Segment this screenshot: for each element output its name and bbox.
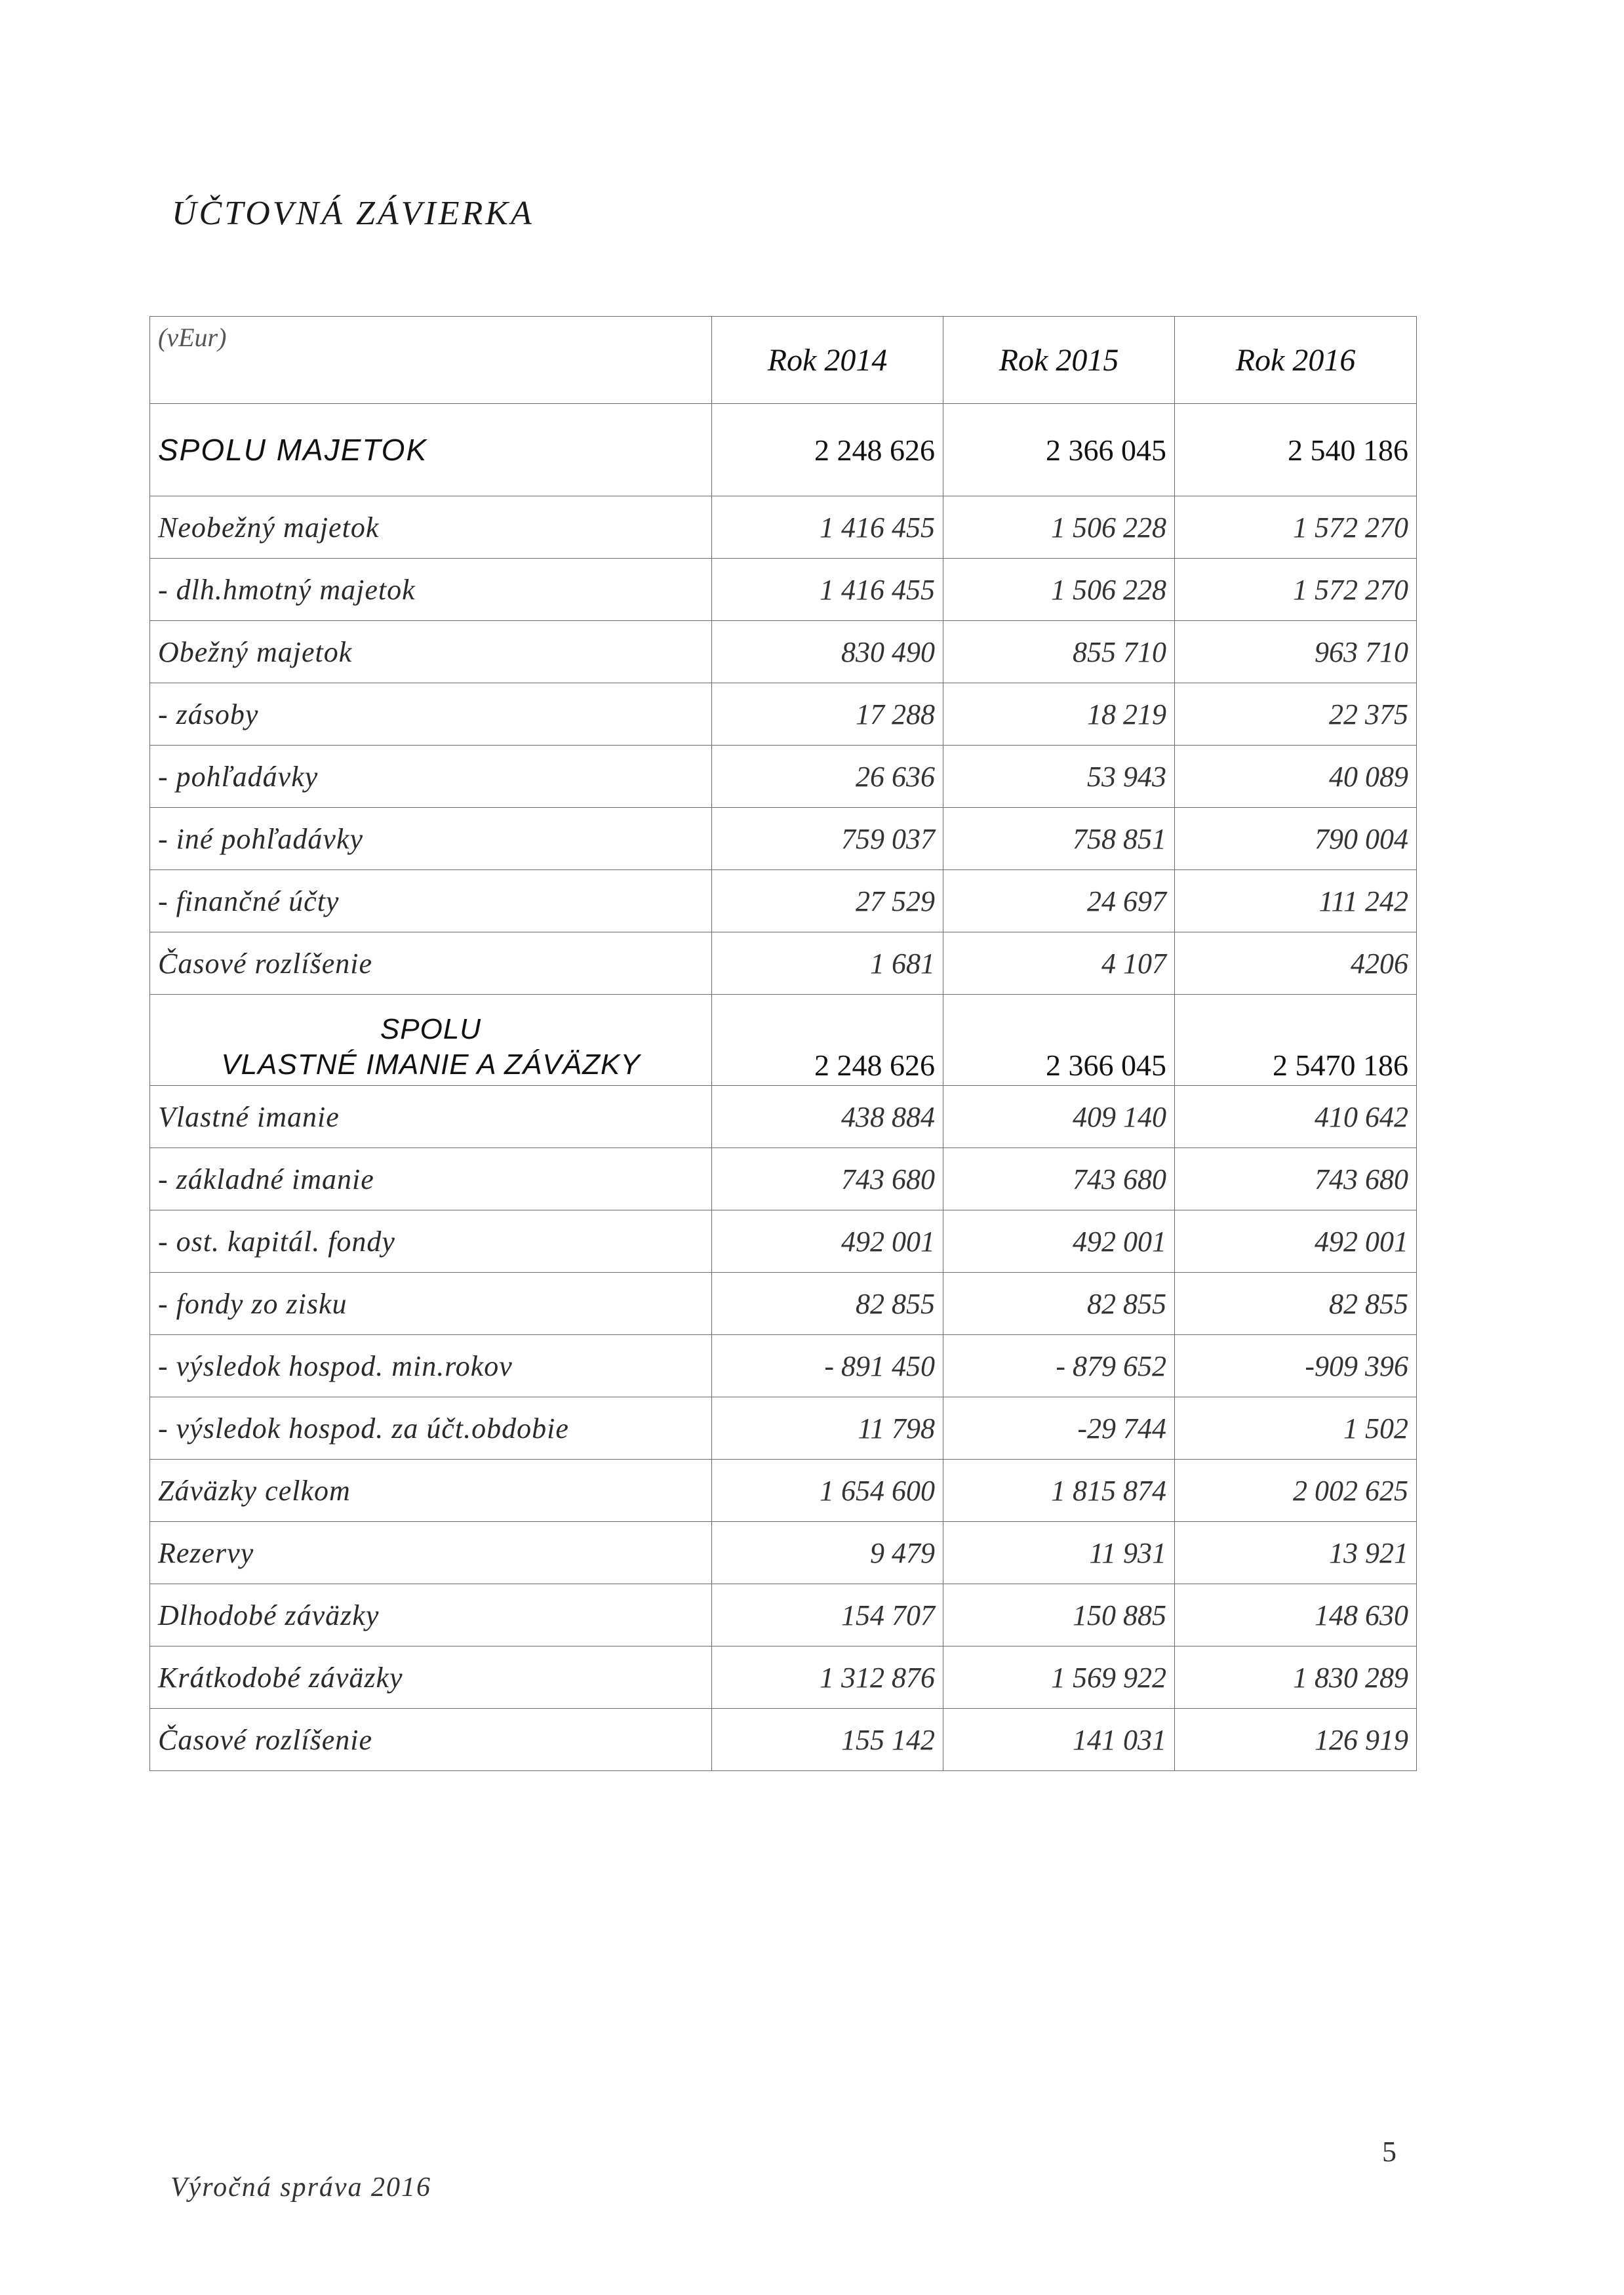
report-footer: Výročná správa 2016: [170, 2172, 432, 2203]
page-number: 5: [1382, 2136, 1396, 2168]
value-cell: 26 636: [712, 746, 943, 808]
row-label: - fondy zo zisku: [150, 1273, 712, 1335]
value-cell: 24 697: [943, 870, 1175, 932]
value-cell: - 879 652: [943, 1335, 1175, 1397]
row-label: - finančné účty: [150, 870, 712, 932]
column-header-2014: Rok 2014: [712, 317, 943, 404]
value-cell: 111 242: [1175, 870, 1417, 932]
row-label: SPOLU MAJETOK: [150, 404, 712, 496]
value-cell: 53 943: [943, 746, 1175, 808]
value-cell: 1 502: [1175, 1397, 1417, 1460]
row-label: Krátkodobé záväzky: [150, 1646, 712, 1709]
value-cell: 2 366 045: [943, 995, 1175, 1086]
value-cell: 4 107: [943, 932, 1175, 995]
table-row: [150, 1397, 1417, 1460]
row-label: - výsledok hospod. min.rokov: [150, 1335, 712, 1397]
value-cell: 17 288: [712, 683, 943, 746]
table-row: [150, 1584, 1417, 1646]
value-cell: 492 001: [712, 1210, 943, 1273]
value-cell: 13 921: [1175, 1522, 1417, 1584]
row-label: - základné imanie: [150, 1148, 712, 1210]
row-label: Časové rozlíšenie: [150, 932, 712, 995]
value-cell: 82 855: [943, 1273, 1175, 1335]
value-cell: 1 416 455: [712, 559, 943, 621]
value-cell: 155 142: [712, 1709, 943, 1771]
table-row: [150, 1273, 1417, 1335]
table-header-row: [150, 317, 1417, 404]
value-cell: 492 001: [943, 1210, 1175, 1273]
value-cell: 2 5470 186: [1175, 995, 1417, 1086]
row-label: Dlhodobé záväzky: [150, 1584, 712, 1646]
table-row: [150, 746, 1417, 808]
row-label-line: VLASTNÉ IMANIE A ZÁVÄZKY: [221, 1048, 641, 1081]
value-cell: 148 630: [1175, 1584, 1417, 1646]
value-cell: 2 366 045: [943, 404, 1175, 496]
row-label: - ost. kapitál. fondy: [150, 1210, 712, 1273]
column-header-2015: Rok 2015: [943, 317, 1175, 404]
row-label: Časové rozlíšenie: [150, 1709, 712, 1771]
value-cell: 758 851: [943, 808, 1175, 870]
value-cell: -909 396: [1175, 1335, 1417, 1397]
value-cell: 743 680: [712, 1148, 943, 1210]
table-row: [150, 1460, 1417, 1522]
value-cell: 2 002 625: [1175, 1460, 1417, 1522]
value-cell: 830 490: [712, 621, 943, 683]
value-cell: 438 884: [712, 1086, 943, 1148]
table-row: [150, 1646, 1417, 1709]
value-cell: 2 248 626: [712, 404, 943, 496]
row-label: - dlh.hmotný majetok: [150, 559, 712, 621]
value-cell: 82 855: [712, 1273, 943, 1335]
table-row: [150, 1522, 1417, 1584]
value-cell: 1 815 874: [943, 1460, 1175, 1522]
row-label-line: SPOLU: [380, 1013, 482, 1045]
value-cell: 11 931: [943, 1522, 1175, 1584]
value-cell: 1 681: [712, 932, 943, 995]
value-cell: 1 572 270: [1175, 496, 1417, 559]
value-cell: 9 479: [712, 1522, 943, 1584]
value-cell: 1 416 455: [712, 496, 943, 559]
value-cell: 1 830 289: [1175, 1646, 1417, 1709]
value-cell: 40 089: [1175, 746, 1417, 808]
value-cell: 1 506 228: [943, 559, 1175, 621]
row-label: - zásoby: [150, 683, 712, 746]
value-cell: 141 031: [943, 1709, 1175, 1771]
row-label: - výsledok hospod. za účt.obdobie: [150, 1397, 712, 1460]
table-row: [150, 1335, 1417, 1397]
value-cell: 1 654 600: [712, 1460, 943, 1522]
value-cell: 963 710: [1175, 621, 1417, 683]
value-cell: 11 798: [712, 1397, 943, 1460]
value-cell: 22 375: [1175, 683, 1417, 746]
value-cell: 409 140: [943, 1086, 1175, 1148]
value-cell: 1 506 228: [943, 496, 1175, 559]
row-label: Vlastné imanie: [150, 1086, 712, 1148]
value-cell: 2 248 626: [712, 995, 943, 1086]
value-cell: 743 680: [1175, 1148, 1417, 1210]
value-cell: 2 540 186: [1175, 404, 1417, 496]
table-row: [150, 496, 1417, 559]
value-cell: 18 219: [943, 683, 1175, 746]
table-row: [150, 1086, 1417, 1148]
value-cell: 790 004: [1175, 808, 1417, 870]
table-row: [150, 932, 1417, 995]
value-cell: 154 707: [712, 1584, 943, 1646]
value-cell: 855 710: [943, 621, 1175, 683]
page-title: ÚČTOVNÁ ZÁVIERKA: [172, 195, 534, 232]
row-label: Záväzky celkom: [150, 1460, 712, 1522]
value-cell: 27 529: [712, 870, 943, 932]
value-cell: 759 037: [712, 808, 943, 870]
value-cell: 492 001: [1175, 1210, 1417, 1273]
row-label: Rezervy: [150, 1522, 712, 1584]
value-cell: 126 919: [1175, 1709, 1417, 1771]
value-cell: 743 680: [943, 1148, 1175, 1210]
value-cell: -29 744: [943, 1397, 1175, 1460]
row-label: [150, 995, 712, 1086]
value-cell: 1 312 876: [712, 1646, 943, 1709]
table-row: [150, 404, 1417, 496]
value-cell: 410 642: [1175, 1086, 1417, 1148]
financial-statement-table: [149, 316, 1417, 1771]
row-label: Obežný majetok: [150, 621, 712, 683]
table-row: [150, 1709, 1417, 1771]
unit-label: (vEur): [150, 317, 712, 404]
table-row: [150, 1148, 1417, 1210]
value-cell: 150 885: [943, 1584, 1175, 1646]
table-row: [150, 995, 1417, 1086]
row-label: - iné pohľadávky: [150, 808, 712, 870]
table-row: [150, 559, 1417, 621]
value-cell: 82 855: [1175, 1273, 1417, 1335]
value-cell: 1 569 922: [943, 1646, 1175, 1709]
table-row: [150, 1210, 1417, 1273]
value-cell: - 891 450: [712, 1335, 943, 1397]
table-row: [150, 808, 1417, 870]
row-label: Neobežný majetok: [150, 496, 712, 559]
column-header-2016: Rok 2016: [1175, 317, 1417, 404]
table-row: [150, 870, 1417, 932]
row-label: - pohľadávky: [150, 746, 712, 808]
table-row: [150, 683, 1417, 746]
table-row: [150, 621, 1417, 683]
value-cell: 1 572 270: [1175, 559, 1417, 621]
value-cell: 4206: [1175, 932, 1417, 995]
